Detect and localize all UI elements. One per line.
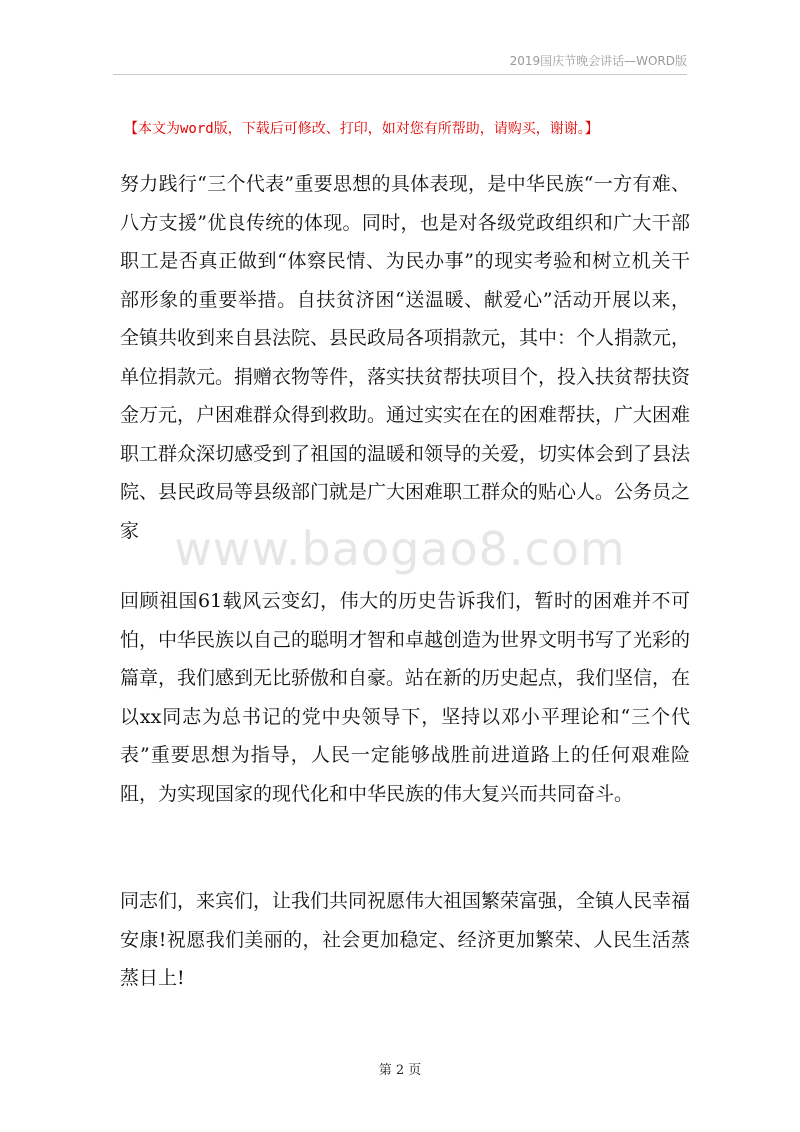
header-divider bbox=[113, 74, 687, 75]
watermark-text: www.baogao8.com bbox=[174, 522, 626, 576]
page-header-title: 2019国庆节晚会讲话—WORD版 bbox=[509, 54, 687, 68]
body-paragraph-2: 回顾祖国61载风云变幻，伟大的历史告诉我们，暂时的困难并不可怕，中华民族以自己的聪明才智和卓越创造为世界文明书写了光彩的篇章，我们感到无比骄傲和自豪。站在新的历史起点，我们坚信，在以xx同志为总书记的党中央领导下，坚持以邓小平理论和“三个代表”重要思想为指导，人民一定能够战胜前进道路上的任何艰难险阻，为实现国家的现代化和中华民族的伟大复兴而共同奋斗。 bbox=[120, 590, 691, 805]
body-paragraph-1: 努力践行“三个代表”重要思想的具体表现，是中华民族“一方有难、八方支援”优良传统的体现。同时，也是对各级党政组织和广大干部职工是否真正做到“体察民情、为民办事”的现实考验和树立机关干部形象的重要举措。自扶贫济困“送温暖、献爱心”活动开展以来，全镇共收到来自县法院、县民政局各项捐款元，其中：个人捐款元，单位捐款元。捐赠衣物等件，落实扶贫帮扶项目个，投入扶贫帮扶资金万元，户困难群众得到救助。通过实实在在的困难帮扶，广大困难职工群众深切感受到了祖国的温暖和领导的关爱，切实体会到了县法院、县民政局等县级部门就是广大困难职工群众的贴心人。公务员之家 bbox=[120, 173, 691, 542]
purchase-notice: 【本文为word版，下载后可修改、打印，如对您有所帮助，请购买，谢谢。】 bbox=[124, 121, 599, 137]
page-number: 第 2 页 bbox=[378, 1063, 422, 1078]
body-paragraph-3: 同志们，来宾们，让我们共同祝愿伟大祖国繁荣富强，全镇人民幸福安康!祝愿我们美丽的，社会更加稳定、经济更加繁荣、人民生活蒸蒸日上! bbox=[120, 890, 691, 989]
